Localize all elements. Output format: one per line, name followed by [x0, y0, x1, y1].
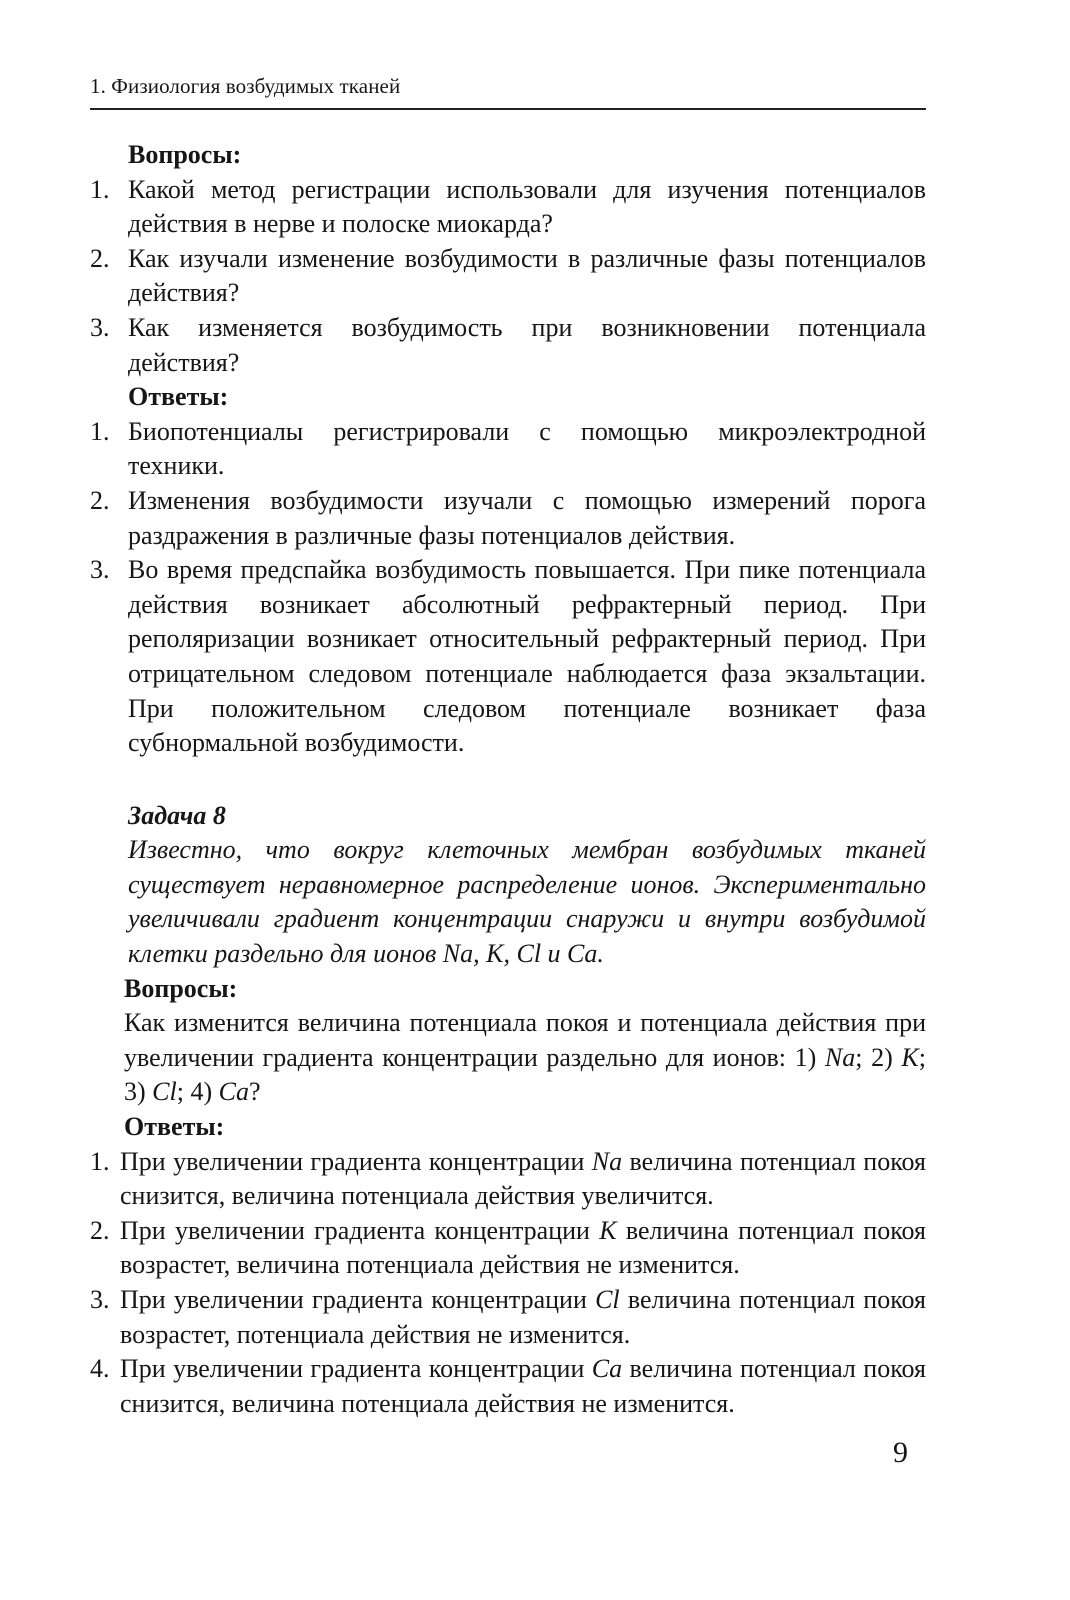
list-item — [90, 242, 926, 311]
task-statement: Известно, что вокруг клеточных мембран возбудимых тканей существует неравномерное распределение ионов. Экспериментально увеличивали градиент концентрации снаружи и внутри возбудимой клетки раздельно для ионов Na, K, Cl и Ca. — [128, 835, 926, 969]
question-separator: ; 3) — [124, 1042, 926, 1107]
item-number: 1. — [90, 174, 110, 204]
question-text-start: Как изменится величина потенциала покоя и потенциала действия при увеличении градиента концентрации раздельно для ионов: 1) — [124, 1008, 926, 1072]
item-text: Биопотенциалы регистрировали с помощью микроэлектродной техники. — [128, 416, 926, 481]
item-number: 4. — [90, 1354, 110, 1384]
list-item — [90, 1283, 926, 1352]
list-item — [90, 553, 926, 761]
list-item — [90, 415, 926, 484]
item-text: Как изучали изменение возбудимости в различные фазы потенциалов действия? — [128, 243, 926, 308]
list-item — [90, 1352, 926, 1421]
task-answers-list — [90, 1145, 926, 1422]
item-number: 3. — [90, 312, 110, 342]
item-text-start: При увеличении градиента концентрации — [120, 1354, 592, 1384]
item-text-start: При увеличении градиента концентрации — [120, 1215, 600, 1245]
item-number: 2. — [90, 243, 110, 273]
list-item — [90, 1145, 926, 1214]
item-number: 1. — [90, 416, 110, 446]
item-text-end: величина потенциал покоя снизится, величина потенциала действия не изменится. — [120, 1354, 926, 1418]
answers-heading: Ответы: — [128, 382, 229, 412]
item-text: Какой метод регистрации использовали для изучения потенциалов действия в нерве и полоске миокарда? — [128, 174, 926, 239]
question-separator: ; 4) — [176, 1077, 219, 1107]
task-answers-heading: Ответы: — [124, 1112, 225, 1142]
item-text-end: величина потенциал покоя возрастет, потенциала действия не изменится. — [120, 1285, 926, 1349]
ion-name: K — [599, 1215, 617, 1245]
item-text: Как изменяется возбудимость при возникновении потенциала действия? — [128, 312, 926, 377]
questions-list — [90, 173, 926, 381]
item-number: 3. — [90, 555, 110, 585]
item-text-end: величина потенциал покоя возрастет, величина потенциала действия не изменится. — [120, 1215, 926, 1280]
page-content — [90, 138, 926, 1421]
task-questions-heading: Вопросы: — [124, 973, 238, 1003]
item-number: 1. — [90, 1146, 110, 1176]
questions-heading: Вопросы: — [128, 140, 242, 169]
running-header: 1. Физиология возбудимых тканей — [90, 74, 401, 98]
item-text: Во время предспайка возбудимость повышается. При пике потенциала действия возникает абсолютный рефрактерный период. При реполяризации возникает относительный рефрактерный период. При отрицательном следовом потенциале наблюдается фаза экзальтации. При положительном следовом потенциале возникает фаза субнормальной возбудимости. — [128, 555, 926, 758]
task-title: Задача 8 — [128, 800, 226, 830]
header-rule — [90, 108, 926, 110]
item-text-start: При увеличении градиента концентрации — [120, 1146, 592, 1176]
answers-list — [90, 415, 926, 761]
item-text-end: величина потенциал покоя снизится, величина потенциала действия увеличится. — [120, 1146, 926, 1211]
item-number: 3. — [90, 1285, 110, 1314]
question-end: ? — [248, 1077, 261, 1107]
ion-name: Cl — [152, 1077, 177, 1107]
question-separator: ; 2) — [855, 1042, 902, 1072]
ion-name: Na — [824, 1042, 856, 1072]
item-number: 2. — [90, 1215, 110, 1245]
item-text: Изменения возбудимости изучали с помощью измерений порога раздражения в различные фазы потенциалов действия. — [128, 485, 926, 550]
ion-name: Ca — [591, 1354, 623, 1384]
list-item — [90, 484, 926, 553]
list-item — [90, 311, 926, 380]
page-number: 9 — [893, 1436, 908, 1469]
list-item — [90, 1214, 926, 1283]
item-text-start: При увеличении градиента концентрации — [120, 1285, 596, 1314]
ion-name: Ca — [218, 1077, 249, 1107]
ion-name: Na — [591, 1146, 623, 1176]
list-item — [90, 173, 926, 242]
task-question — [90, 1006, 926, 1110]
item-number: 2. — [90, 485, 110, 515]
ion-name: Cl — [595, 1285, 620, 1314]
ion-name: K — [901, 1042, 919, 1072]
